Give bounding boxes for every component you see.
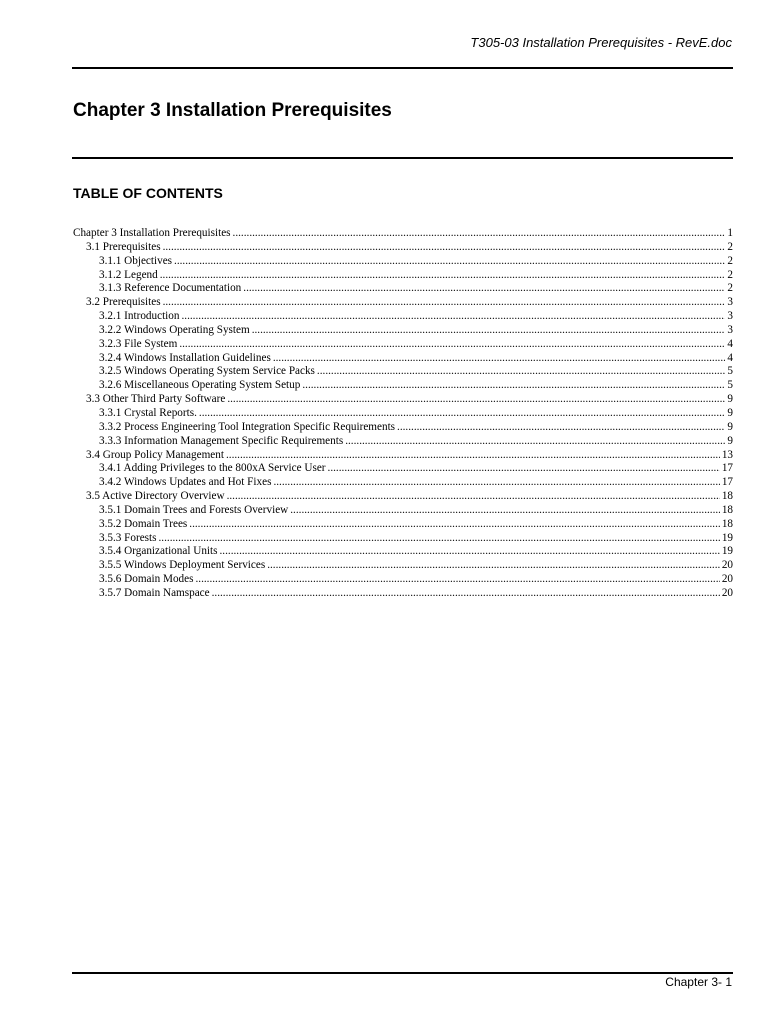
toc-dot-leader	[159, 532, 720, 546]
toc-dot-leader	[267, 559, 720, 573]
toc-entry[interactable]	[73, 227, 733, 241]
toc-entry-page-number: 2	[727, 254, 733, 267]
toc-entry-page-number: 3	[727, 310, 733, 323]
toc-entry-page-number: 19	[721, 545, 733, 558]
chapter-title: Chapter 3 Installation Prerequisites	[73, 100, 392, 121]
toc-entry-title: 3.1.2 Legend	[99, 268, 158, 281]
toc-dot-leader	[273, 352, 726, 366]
toc-entry-title: 3.1.1 Objectives	[99, 254, 173, 267]
toc-entry-title: 3.5.1 Domain Trees and Forests Overview	[99, 503, 289, 516]
toc-dot-leader	[243, 282, 725, 296]
toc-dot-leader	[397, 421, 725, 435]
table-of-contents	[73, 227, 733, 601]
toc-dot-leader	[317, 365, 725, 379]
toc-entry-title: 3.5.6 Domain Modes	[99, 573, 194, 586]
toc-entry-title: 3.2.2 Windows Operating System	[99, 323, 250, 336]
toc-entry-title: 3.3.1 Crystal Reports.	[99, 406, 197, 419]
toc-entry-page-number: 2	[727, 282, 733, 295]
toc-entry[interactable]	[73, 476, 733, 490]
toc-entry-page-number: 9	[727, 420, 733, 433]
toc-dot-leader	[189, 518, 720, 532]
toc-dot-leader	[220, 545, 720, 559]
toc-entry-title: 3.2 Prerequisites	[86, 296, 161, 309]
toc-dot-leader	[160, 269, 726, 283]
toc-dot-leader	[233, 227, 726, 241]
toc-dot-leader	[195, 573, 719, 587]
toc-dot-leader	[227, 490, 720, 504]
toc-entry[interactable]	[73, 435, 733, 449]
toc-entry-title: 3.2.1 Introduction	[99, 310, 180, 323]
toc-entry[interactable]	[73, 490, 733, 504]
toc-entry[interactable]	[73, 559, 733, 573]
toc-entry[interactable]	[73, 241, 733, 255]
toc-entry-title: 3.4.1 Adding Privileges to the 800xA Service User	[99, 462, 326, 475]
toc-entry-title: 3.4 Group Policy Management	[86, 448, 224, 461]
toc-dot-leader	[174, 255, 725, 269]
toc-entry[interactable]	[73, 518, 733, 532]
toc-entry[interactable]	[73, 352, 733, 366]
toc-entry-page-number: 9	[727, 434, 733, 447]
toc-entry-title: Chapter 3 Installation Prerequisites	[73, 227, 231, 239]
toc-dot-leader	[163, 241, 726, 255]
toc-entry[interactable]	[73, 449, 733, 463]
toc-entry[interactable]	[73, 255, 733, 269]
toc-entry[interactable]	[73, 338, 733, 352]
toc-entry-title: 3.5.2 Domain Trees	[99, 517, 188, 530]
footer-rule	[72, 972, 733, 974]
toc-dot-leader	[328, 462, 720, 476]
toc-dot-leader	[302, 379, 725, 393]
toc-dot-leader	[290, 504, 720, 518]
toc-entry-title: 3.2.5 Windows Operating System Service Packs	[99, 365, 315, 378]
toc-entry[interactable]	[73, 462, 733, 476]
toc-entry-title: 3.2.3 File System	[99, 337, 178, 350]
page-number-footer: Chapter 3- 1	[665, 975, 732, 989]
toc-entry-page-number: 19	[721, 531, 733, 544]
toc-dot-leader	[252, 324, 726, 338]
toc-dot-leader	[163, 296, 726, 310]
toc-entry[interactable]	[73, 379, 733, 393]
toc-entry[interactable]	[73, 365, 733, 379]
toc-entry[interactable]	[73, 282, 733, 296]
toc-dot-leader	[227, 393, 725, 407]
toc-entry-title: 3.5.7 Domain Namspace	[99, 586, 210, 599]
toc-dot-leader	[179, 338, 725, 352]
toc-entry-title: 3.3.3 Information Management Specific Requirements	[99, 434, 344, 447]
toc-entry-page-number: 13	[721, 448, 733, 461]
toc-dot-leader	[273, 476, 719, 490]
toc-dot-leader	[345, 435, 725, 449]
toc-entry[interactable]	[73, 269, 733, 283]
toc-entry-page-number: 1	[727, 227, 733, 239]
toc-entry-page-number: 18	[721, 503, 733, 516]
toc-entry[interactable]	[73, 296, 733, 310]
toc-entry[interactable]	[73, 407, 733, 421]
toc-entry-page-number: 18	[721, 517, 733, 530]
title-rule	[72, 157, 733, 159]
toc-entry-page-number: 9	[727, 406, 733, 419]
toc-entry-title: 3.3 Other Third Party Software	[86, 393, 226, 406]
toc-entry-page-number: 3	[727, 296, 733, 309]
toc-entry-page-number: 18	[721, 490, 733, 503]
toc-dot-leader	[181, 310, 725, 324]
toc-entry-title: 3.1.3 Reference Documentation	[99, 282, 242, 295]
toc-entry-page-number: 17	[721, 476, 733, 489]
toc-entry[interactable]	[73, 587, 733, 601]
toc-entry[interactable]	[73, 504, 733, 518]
toc-entry-page-number: 20	[721, 559, 733, 572]
toc-entry[interactable]	[73, 421, 733, 435]
toc-entry-page-number: 2	[727, 240, 733, 253]
toc-entry-page-number: 20	[721, 586, 733, 599]
toc-entry-page-number: 20	[721, 573, 733, 586]
toc-entry-title: 3.2.6 Miscellaneous Operating System Setup	[99, 379, 301, 392]
toc-heading: TABLE OF CONTENTS	[73, 185, 223, 201]
toc-entry-title: 3.4.2 Windows Updates and Hot Fixes	[99, 476, 272, 489]
toc-entry-title: 3.1 Prerequisites	[86, 240, 161, 253]
toc-entry-title: 3.5.5 Windows Deployment Services	[99, 559, 266, 572]
toc-entry[interactable]	[73, 573, 733, 587]
toc-dot-leader	[212, 587, 720, 601]
toc-entry-page-number: 3	[727, 323, 733, 336]
toc-entry[interactable]	[73, 393, 733, 407]
toc-entry-page-number: 4	[727, 337, 733, 350]
toc-entry[interactable]	[73, 324, 733, 338]
toc-dot-leader	[226, 449, 720, 463]
toc-entry-page-number: 17	[721, 462, 733, 475]
toc-entry-title: 3.5 Active Directory Overview	[86, 490, 225, 503]
toc-entry-page-number: 9	[727, 393, 733, 406]
toc-entry-page-number: 5	[727, 379, 733, 392]
header-rule	[72, 67, 733, 69]
toc-entry-page-number: 2	[727, 268, 733, 281]
toc-entry-title: 3.2.4 Windows Installation Guidelines	[99, 351, 271, 364]
toc-entry-title: 3.3.2 Process Engineering Tool Integration Specific Requirements	[99, 420, 396, 433]
toc-entry[interactable]	[73, 310, 733, 324]
toc-entry-page-number: 4	[727, 351, 733, 364]
toc-entry[interactable]	[73, 545, 733, 559]
toc-entry-title: 3.5.3 Forests	[99, 531, 157, 544]
toc-dot-leader	[199, 407, 726, 421]
toc-entry-title: 3.5.4 Organizational Units	[99, 545, 218, 558]
toc-entry[interactable]	[73, 532, 733, 546]
document-filename-header: T305-03 Installation Prerequisites - RevE.doc	[470, 35, 732, 50]
toc-entry-page-number: 5	[727, 365, 733, 378]
